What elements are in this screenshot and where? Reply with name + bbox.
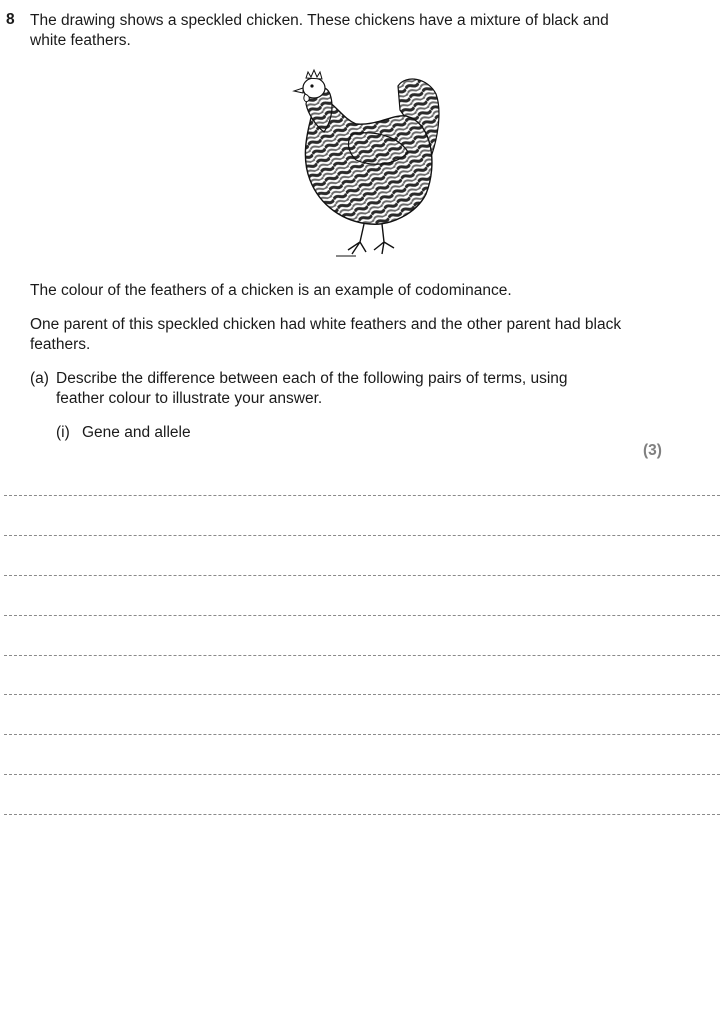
question-intro: The drawing shows a speckled chicken. These chickens have a mixture of black and white feathers. [30, 12, 609, 49]
answer-line[interactable] [4, 495, 720, 496]
answer-line[interactable] [4, 734, 720, 735]
sub-part-i-label: (i) [56, 424, 70, 441]
answer-line[interactable] [4, 814, 720, 815]
question-number: 8 [6, 11, 15, 28]
chicken-illustration [286, 64, 446, 260]
answer-line[interactable] [4, 655, 720, 656]
codominance-statement: The colour of the feathers of a chicken is an example of codominance. [30, 282, 512, 299]
answer-line[interactable] [4, 615, 720, 616]
answer-line[interactable] [4, 694, 720, 695]
answer-line[interactable] [4, 774, 720, 775]
answer-line[interactable] [4, 535, 720, 536]
part-a-instruction: Describe the difference between each of the following pairs of terms, using feather colour to illustrate your answer. [56, 370, 568, 407]
answer-line[interactable] [4, 575, 720, 576]
marks-indicator: (3) [643, 442, 662, 459]
part-a-label: (a) [30, 370, 49, 387]
parents-statement: One parent of this speckled chicken had white feathers and the other parent had black feathers. [30, 316, 622, 353]
sub-part-i-text: Gene and allele [82, 424, 191, 441]
